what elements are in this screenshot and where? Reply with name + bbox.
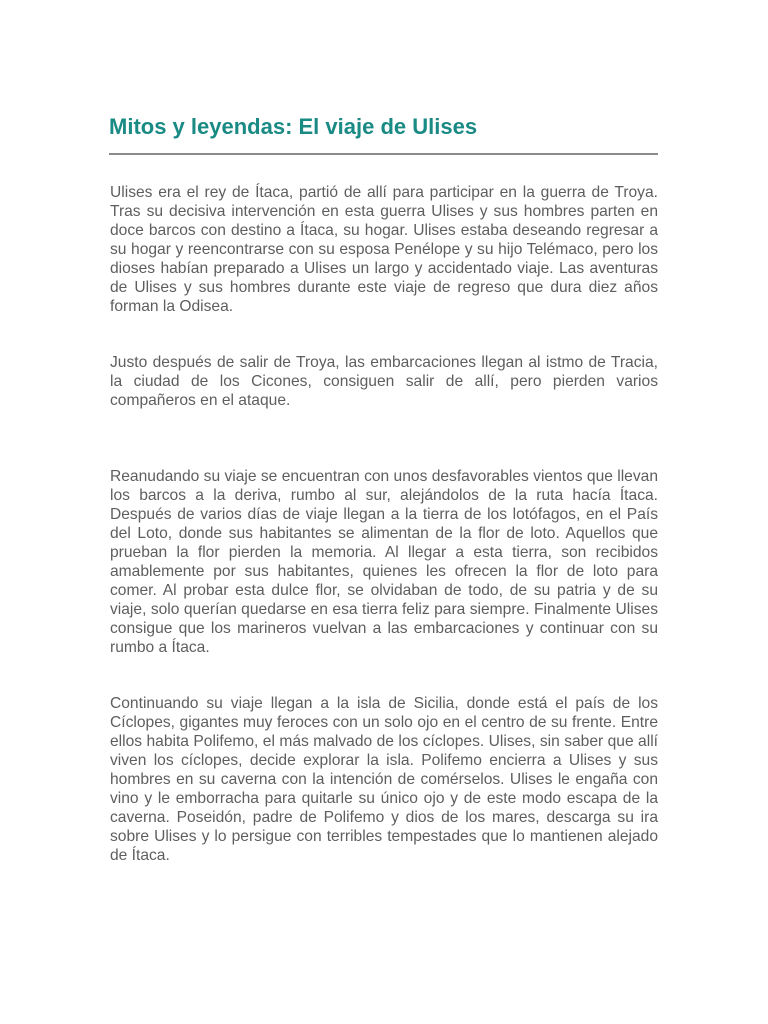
paragraph-lotofagos: Reanudando su viaje se encuentran con unos desfavorables vientos que llevan los barcos a la deriva, rumbo al sur, alejándolos de la ruta hacía Ítaca. Después de varios días de viaje llegan a la tierra de los lotófagos, en el País del Loto, donde sus habitantes se alimentan de la flor de loto. Aquellos que prueban la flor pierden la memoria. Al llegar a esta tierra, son recibidos amablemente por sus habitantes, quienes les ofrecen la flor de loto para comer. Al probar esta dulce flor, se olvidaban de todo, de su patria y de su viaje, solo querían quedarse en esa tierra feliz para siempre. Finalmente Ulises consigue que los marineros vuelvan a las embarcaciones y continuar con su rumbo a Ítaca.	[110, 468, 658, 656]
paragraph-ciclopes: Continuando su viaje llegan a la isla de Sicilia, donde está el país de los Cíclopes, gigantes muy feroces con un solo ojo en el centro de su frente. Entre ellos habita Polifemo, el más malvado de los cíclopes. Ulises, sin saber que allí viven los cíclopes, decide explorar la isla. Polifemo encierra a Ulises y sus hombres en su caverna con la intención de comérselos. Ulises le engaña con vino y le emborracha para quitarle su único ojo y de este modo escapa de la caverna. Poseidón, padre de Polifemo y dios de los mares, descarga su ira sobre Ulises y lo persigue con terribles tempestades que lo mantienen alejado de Ítaca.	[110, 695, 658, 864]
page-title: Mitos y leyendas: El viaje de Ulises	[109, 114, 478, 139]
paragraph-cicones: Justo después de salir de Troya, las embarcaciones llegan al istmo de Tracia, la ciudad de los Cicones, consiguen salir de allí, pero pierden varios compañeros en el ataque.	[110, 354, 658, 409]
title-divider	[109, 153, 658, 155]
paragraph-intro: Ulises era el rey de Ítaca, partió de allí para participar en la guerra de Troya. Tras su decisiva intervención en esta guerra Ulises y sus hombres parten en doce barcos con destino a Ítaca, su hogar. Ulises estaba deseando regresar a su hogar y reencontrarse con su esposa Penélope y su hijo Telémaco, pero los dioses habían preparado a Ulises un largo y accidentado viaje. Las aventuras de Ulises y sus hombres durante este viaje de regreso que dura diez años forman la Odisea.	[110, 184, 658, 315]
